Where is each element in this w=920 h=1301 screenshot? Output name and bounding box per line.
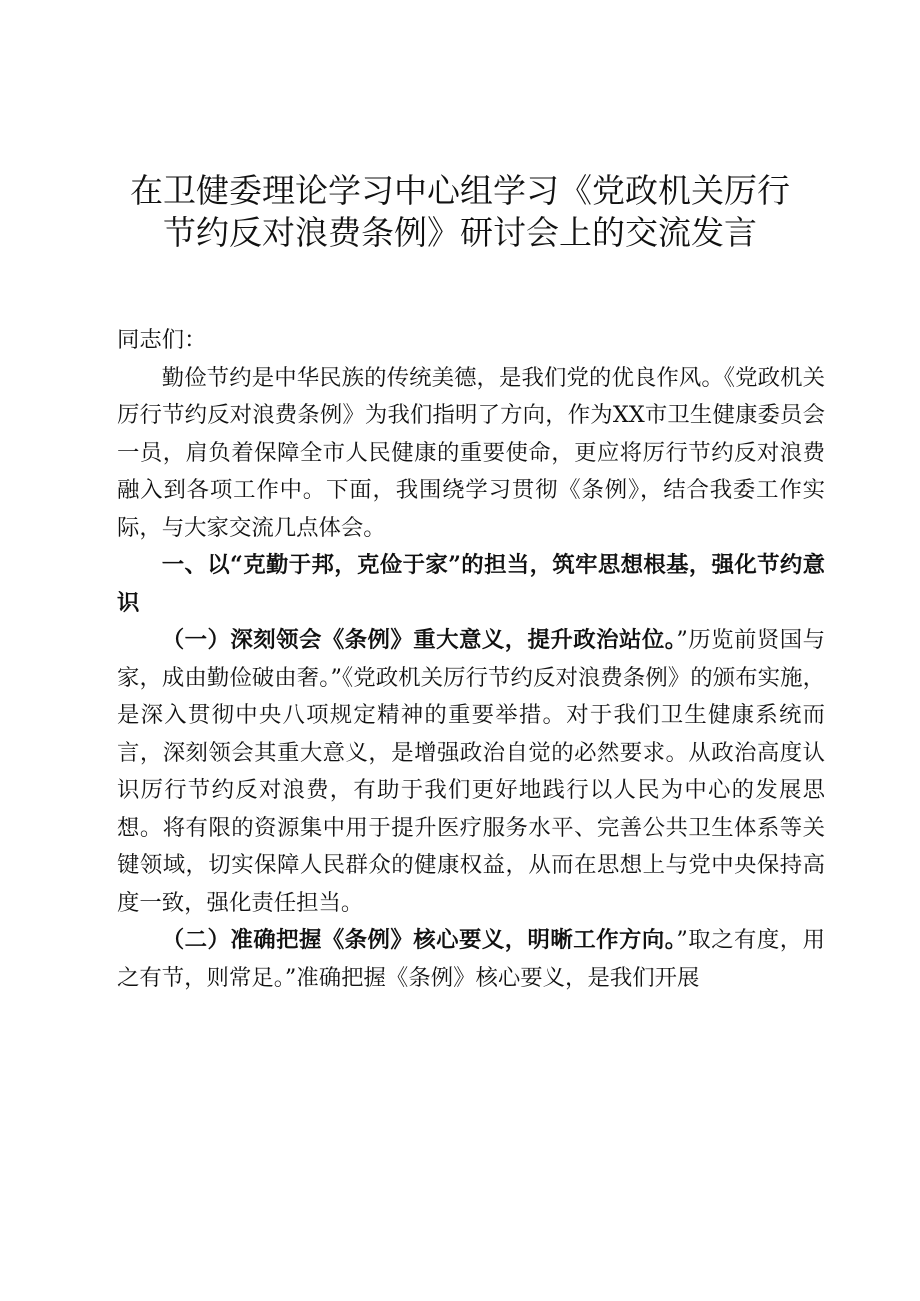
- intro-paragraph: 勤俭节约是中华民族的传统美德，是我们党的优良作风。《党政机关厉行节约反对浪费条例》为我们指明了方向，作为XX市卫生健康委员会一员，肩负着保障全市人民健康的重要使命，更应将厉行节约反对浪费融入到各项工作中。下面，我围绕学习贯彻《条例》，结合我委工作实际，与大家交流几点体会。: [117, 364, 825, 541]
- document-title-line-1: 在卫健委理论学习中心组学习《党政机关厉行: [130, 171, 790, 210]
- subsection-2-heading: （二）准确把握《条例》核心要义，明晰工作方向。: [161, 927, 677, 953]
- subsection-1-heading: （一）深刻领会《条例》重大意义，提升政治站位。: [161, 627, 677, 653]
- section-1-heading: 一、以“克勤于邦，克俭于家”的担当，筑牢思想根基，强化节约意识: [117, 552, 825, 616]
- subsection-2-paragraph: [117, 922, 825, 997]
- subsection-2-body: ”取之有度，用之有节，则常足。”准确把握《条例》核心要义，是我们开展: [117, 927, 825, 991]
- document-body: [117, 322, 825, 997]
- document-title-line-2: 节约反对浪费条例》研讨会上的交流发言: [163, 213, 757, 252]
- subsection-1-body: ”历览前贤国与家，成由勤俭破由奢。”《党政机关厉行节约反对浪费条例》的颁布实施，是深入贯彻中央八项规定精神的重要举措。对于我们卫生健康系统而言，深刻领会其重大意义，是增强政治自觉的必然要求。从政治高度认识厉行节约反对浪费，有助于我们更好地践行以人民为中心的发展思想。将有限的资源集中用于提升医疗服务水平、完善公共卫生体系等关键领域，切实保障人民群众的健康权益，从而在思想上与党中央保持高度一致，强化责任担当。: [117, 627, 825, 916]
- salutation: 同志们：: [117, 327, 207, 353]
- subsection-1-paragraph: [117, 622, 825, 922]
